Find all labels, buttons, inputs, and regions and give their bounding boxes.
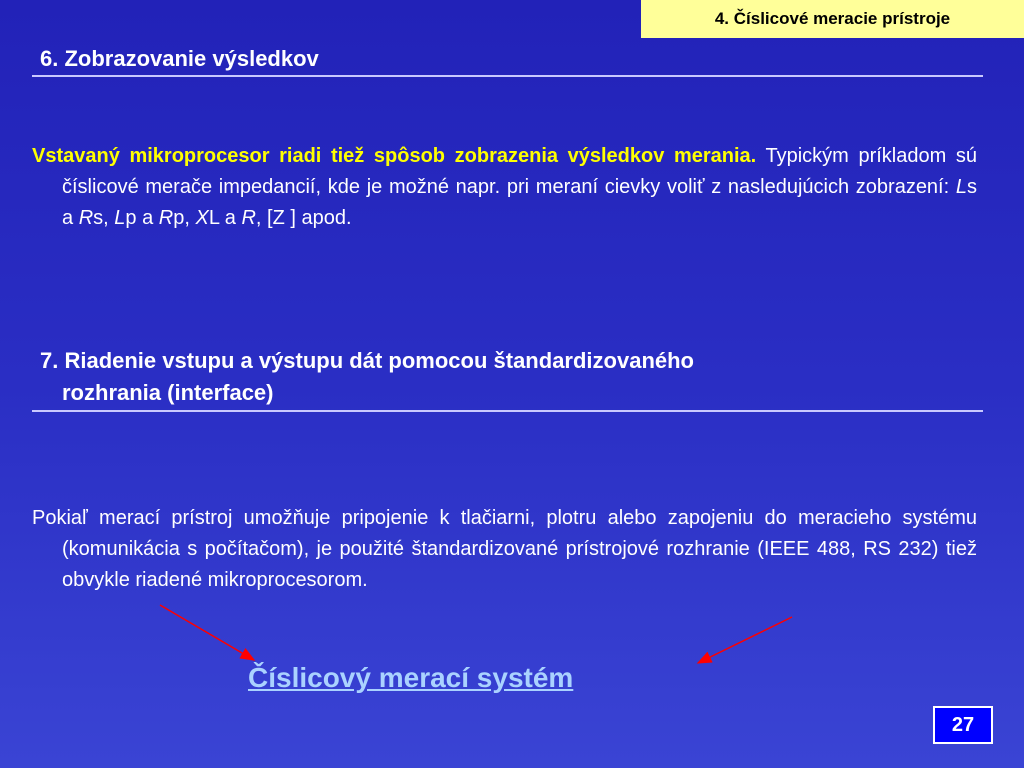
section-6-heading: 6. Zobrazovanie výsledkov [40,46,319,71]
section-6-body: Typickým príkladom sú číslicové merače impedancií, kde je možné napr. pri meraní cievky voliť z nasledujúcich zobrazení: [62,145,978,198]
right-arrow-icon [698,617,792,663]
section-7-paragraph: Pokiaľ merací prístroj umožňuje pripojenie k tlačiarni, plotru alebo zapojeniu do meracieho systému (komunikácia s počítačom), je použité štandardizované prístrojové rozhranie (IEEE 488, RS 232) tiež obvykle riadené mikroprocesorom. [32,507,977,591]
option-ls: L [955,176,967,198]
section-6-paragraph: Vstavaný mikroprocesor riadi tiež spôsob zobrazenia výsledkov merania. Typickým príkladom sú číslicové merače impedancií, kde je možné napr. pri meraní cievky voliť z nasledujúcich zobrazení: Ls a Rs, Lp a Rp, XL a R, [Z ] apod. [32,145,978,229]
chapter-badge: 4. Číslicové meracie prístroje [641,0,1024,38]
page-number: 27 [933,706,993,744]
section-6-lead: Vstavaný mikroprocesor riadi tiež spôsob zobrazenia výsledkov merania. [32,145,757,167]
section-7-heading [40,345,940,409]
section-7-heading-line1: 7. Riadenie vstupu a výstupu dát pomocou štandardizovaného [40,348,694,373]
and-3: a [224,207,236,229]
option-r: R [241,207,256,229]
and-1: a [62,207,74,229]
system-link[interactable]: Číslicový merací systém [248,662,574,693]
left-arrow-icon [160,605,254,660]
section-7-heading-line2: rozhrania (interface) [62,380,274,405]
option-z: [Z ] [267,207,296,229]
section-6-rule [32,75,983,77]
section-7-rule [32,410,983,412]
section-6-ending: apod. [301,207,352,229]
and-2: a [142,207,154,229]
